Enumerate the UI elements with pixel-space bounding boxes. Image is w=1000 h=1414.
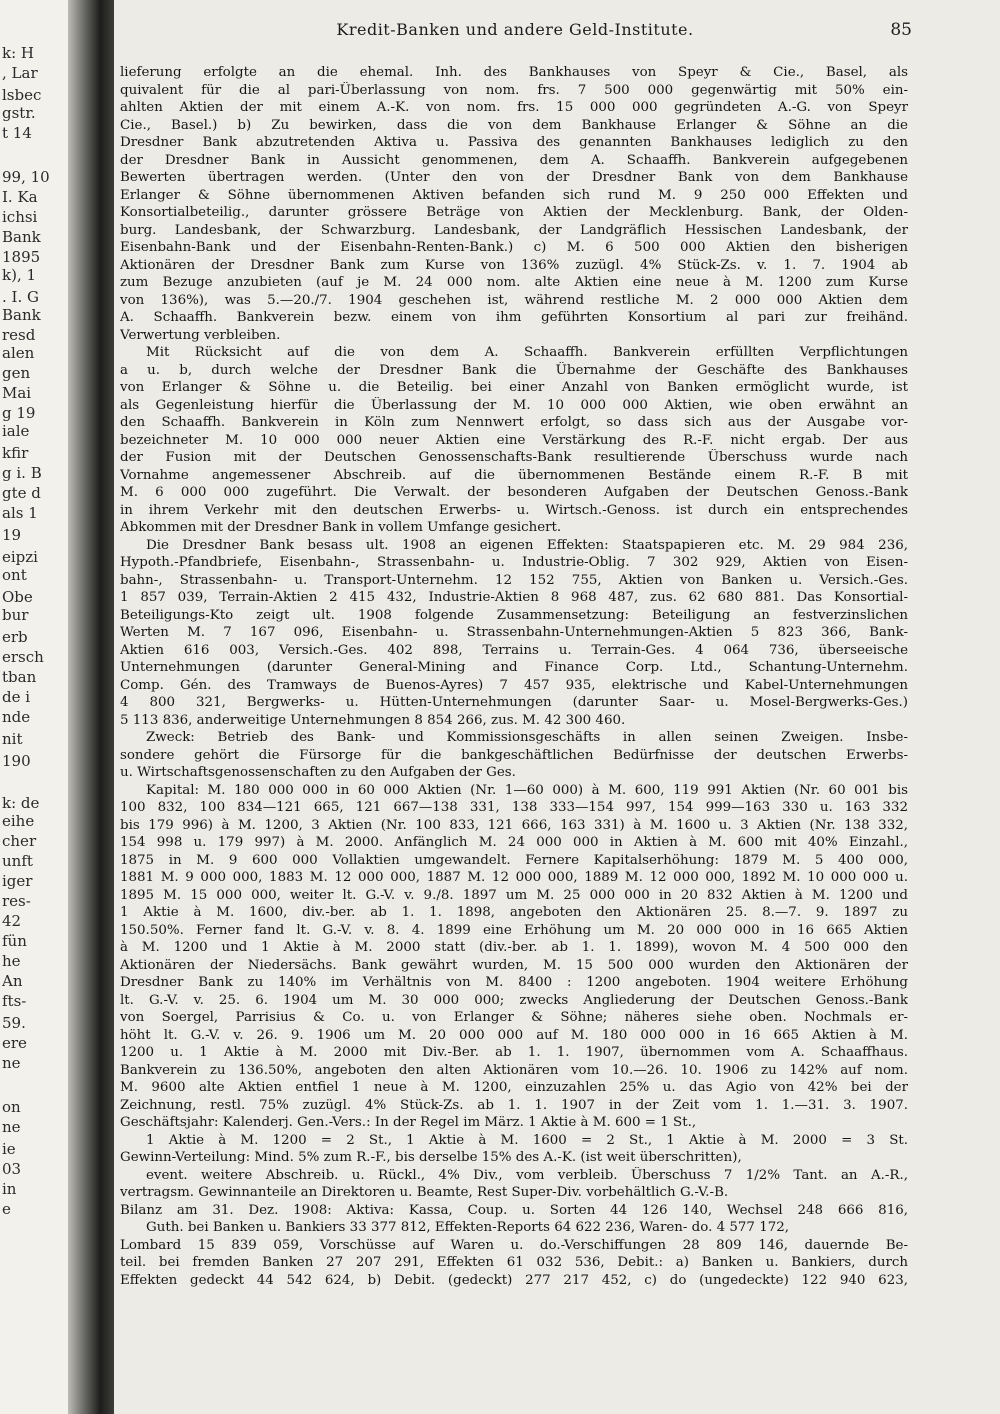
margin-fragment: gen <box>2 364 31 382</box>
margin-fragment: k: H <box>2 44 34 62</box>
text-line: Aktien 616 003, Versich.-Ges. 402 898, Terrains u. Terrain-Ges. 4 064 736, überseeische <box>120 642 908 658</box>
margin-fragment: kfir <box>2 444 29 462</box>
margin-fragment: 99, 10 <box>2 168 50 186</box>
text-line: sondere gehört die Fürsorge für die bankgeschäftlichen Bedürfnisse der deutschen Erwerbs- <box>120 747 908 763</box>
text-line: 1 Aktie à M. 1600, div.-ber. ab 1. 1. 1898, angeboten den Aktionären 25. 8.—7. 9. 1897 zu <box>120 905 908 920</box>
text-line: 100 832, 100 834—121 665, 121 667—138 331, 138 333—154 997, 154 999—163 330 u. 163 332 <box>120 800 908 815</box>
margin-fragment: Bank <box>2 306 41 324</box>
margin-fragment: ere <box>2 1034 27 1052</box>
margin-fragment: cher <box>2 832 37 850</box>
text-line: 1881 M. 9 000 000, 1883 M. 12 000 000, 1887 M. 12 000 000, 1889 M. 12 000 000, 1892 M. 10 000 000 u. <box>120 870 908 885</box>
text-line: burg. Landesbank, der Schwarzburg. Landesbank, der Landgräflich Hessischen Landesbank, der <box>120 222 908 238</box>
margin-fragment: ersch <box>2 648 44 666</box>
margin-fragment: ont <box>2 566 27 584</box>
running-header: Kredit-Banken und andere Geld-Institute. <box>336 20 694 39</box>
text-line: höht lt. G.-V. v. 26. 9. 1906 um M. 20 000 000 auf M. 180 000 000 in 16 665 Aktien à M. <box>120 1027 908 1043</box>
margin-fragment: 03 <box>2 1160 22 1178</box>
text-line: Zeichnung, restl. 75% zuzügl. 4% Stück-Zs. ab 1. 1. 1907 in der Zeit vom 1. 1.—31. 3. 1907. <box>120 1097 908 1113</box>
margin-fragment: Mai <box>2 384 32 402</box>
text-line: von 136%), was 5.—20./7. 1904 geschehen ist, während restliche M. 2 000 000 Aktien dem <box>120 292 908 308</box>
text-line: Geschäftsjahr: Kalenderj. Gen.-Vers.: In der Regel im März. 1 Aktie à M. 600 = 1 St., <box>120 1115 697 1130</box>
text-line: vertragsm. Gewinnanteile an Direktoren u. Beamte, Rest Super-Div. vorbehältlich G.-V.-B. <box>120 1185 729 1200</box>
margin-fragment: Obe <box>2 588 33 606</box>
text-line: 5 113 836, anderweitige Unternehmungen 8 854 266, zus. M. 42 300 460. <box>120 712 626 728</box>
text-line: Unternehmungen (darunter General-Mining and Finance Corp. Ltd., Schantung-Unternehm. <box>120 660 908 675</box>
margin-fragment: k: de <box>2 794 40 812</box>
text-line: Bewerten übertragen werden. (Unter den von der Dresdner Bank von dem Bankhause <box>120 170 908 185</box>
margin-fragment: , Lar <box>2 64 38 82</box>
margin-fragment: 59. <box>2 1014 26 1032</box>
margin-fragment: k), 1 <box>2 266 37 284</box>
margin-fragment: ne <box>2 1054 21 1072</box>
text-line: a u. b, durch welche der Dresdner Bank die Übernahme der Geschäfte des Bankhauses <box>120 362 908 378</box>
text-line: Dresdner Bank abzutretenden Aktiva u. Passiva des genannten Bankhauses lediglich zu den <box>120 135 908 150</box>
text-line: 1875 in M. 9 600 000 Vollaktien umgewandelt. Fernere Kapitalserhöhung: 1879 M. 5 400 000, <box>120 852 908 868</box>
margin-fragment: tban <box>2 668 37 686</box>
book-gutter <box>68 0 114 1414</box>
text-line: u. Wirtschaftsgenossenschaften zu den Aufgaben der Ges. <box>120 765 516 780</box>
margin-fragment: Bank <box>2 228 41 246</box>
text-line: 1895 M. 15 000 000, weiter lt. G.-V. v. 9./8. 1897 um M. 25 000 000 in 20 832 Aktien à M. 1200 und <box>120 887 908 903</box>
margin-fragment: fün <box>2 932 27 950</box>
text-line: M. 6 000 000 zugeführt. Die Verwalt. der besonderen Aufgaben der Deutschen Genoss.-Bank <box>120 485 908 500</box>
text-line: Comp. Gén. des Tramways de Buenos-Ayres) 7 457 935, elektrische und Kabel-Unternehmungen <box>120 677 908 693</box>
text-line: 4 800 321, Bergwerks- u. Hütten-Unternehmungen (darunter Saar- u. Mosel-Bergwerks-Ges.) <box>120 695 908 710</box>
text-line: den Schaaffh. Bankverein in Köln zum Nennwert erfolgt, so dass sich aus der Ausgabe vor- <box>120 415 908 430</box>
facing-page-fragment <box>0 0 72 1414</box>
text-line: lieferung erfolgte an die ehemal. Inh. des Bankhauses von Speyr & Cie., Basel, als <box>120 65 908 80</box>
text-line: Werten M. 7 167 096, Eisenbahn- u. Strassenbahn-Unternehmungen-Aktien 5 823 366, Bank- <box>120 625 908 640</box>
text-line: Erlanger & Söhne übernommenen Aktiven befanden sich rund M. 9 250 000 Effekten und <box>120 187 908 203</box>
text-line: Hypoth.-Pfandbriefe, Eisenbahn-, Strassenbahn- u. Industrie-Oblig. 7 302 929, Aktien von Eisen- <box>120 555 908 570</box>
text-line: zum Bezuge anzubieten (auf je M. 24 000 nom. alte Aktien eine neue à M. 1200 zum Kurse <box>120 275 908 290</box>
text-line: Dresdner Bank zu 140% im Verhältnis von M. 8400 : 1200 angeboten. 1904 weitere Erhöhung <box>120 975 908 990</box>
text-line: Gewinn-Verteilung: Mind. 5% zum R.-F., bis derselbe 15% des A.-K. (ist weit überschritten), <box>120 1150 742 1165</box>
margin-fragment: 1895 <box>2 248 41 266</box>
margin-fragment: fts- <box>2 992 27 1010</box>
margin-fragment: nde <box>2 708 31 726</box>
margin-fragment: eipzi <box>2 548 38 566</box>
body-text <box>120 64 908 1289</box>
text-line: Die Dresdner Bank besass ult. 1908 an eigenen Effekten: Staatspapieren etc. M. 29 984 236, <box>146 537 908 553</box>
margin-fragment: res- <box>2 892 31 910</box>
margin-fragment: g i. B <box>2 464 42 482</box>
text-line: ahlten Aktien der mit einem A.-K. von nom. frs. 15 000 000 gegründeten A.-G. von Speyr <box>120 100 908 115</box>
margin-fragment: 42 <box>2 912 22 930</box>
margin-fragment: gte d <box>2 484 41 502</box>
margin-fragment: bur <box>2 606 29 624</box>
text-line: Bilanz am 31. Dez. 1908: Aktiva: Kassa, Coup. u. Sorten 44 126 140, Wechsel 248 666 816, <box>120 1202 908 1218</box>
margin-fragment: lsbec <box>2 86 42 104</box>
text-line: Guth. bei Banken u. Bankiers 33 377 812, Effekten-Reports 64 622 236, Waren- do. 4 577 172, <box>146 1220 790 1235</box>
margin-fragment: ie <box>2 1140 16 1158</box>
text-line: A. Schaaffh. Bankverein bezw. einem von ihm geführten Konsortium al pari zur freihänd. <box>120 310 908 325</box>
text-line: der Fusion mit der Deutschen Genossenschafts-Bank resultierende Überschuss wurde nach <box>120 450 908 465</box>
margin-fragment: erb <box>2 628 28 646</box>
text-line: 150.50%. Ferner fand lt. G.-V. v. 8. 4. 1899 eine Erhöhung um M. 20 000 000 in 16 665 Aktien <box>120 922 908 938</box>
margin-fragment: on <box>2 1098 21 1116</box>
margin-fragment: g 19 <box>2 404 36 422</box>
text-line: lt. G.-V. v. 25. 6. 1904 um M. 30 000 000; zwecks Angliederung der Deutschen Genoss.-Bank <box>120 992 908 1008</box>
margin-fragment: ne <box>2 1118 21 1136</box>
text-line: der Dresdner Bank in Aussicht genommenen, dem A. Schaaffh. Bankverein aufgegebenen <box>120 152 908 168</box>
margin-fragment: resd <box>2 326 36 344</box>
text-line: Cie., Basel.) b) Zu bewirken, dass die von dem Bankhause Erlanger & Söhne an die <box>120 117 908 133</box>
text-line: Aktionären der Dresdner Bank zum Kurse von 136% zuzügl. 4% Stück-Zs. v. 1. 7. 1904 ab <box>120 257 908 273</box>
text-line: Effekten gedeckt 44 542 624, b) Debit. (gedeckt) 277 217 452, c) do (ungedeckte) 122 940 623, <box>120 1272 908 1288</box>
margin-fragment: An <box>2 972 23 990</box>
text-line: M. 9600 alte Aktien entfiel 1 neue à M. 1200, einzuzahlen 25% u. das Agio von 42% bei der <box>120 1080 908 1095</box>
text-line: von Soergel, Parrisius & Co. u. von Erlanger & Söhne; näheres siehe oben. Nochmals er- <box>120 1010 908 1025</box>
text-line: bis 179 996) à M. 1200, 3 Aktien (Nr. 100 833, 121 666, 163 331) à M. 1600 u. 3 Aktien (Nr. 138 332, <box>120 817 908 833</box>
margin-fragment: . I. G <box>2 288 39 306</box>
margin-fragment: als 1 <box>2 504 38 522</box>
text-line: Konsortialbeteilig., darunter grössere Beträge von Aktien der Mecklenburg. Bank, der Olden- <box>120 205 908 220</box>
text-line: Aktionären der Niedersächs. Bank gewährt wurden, M. 15 500 000 wurden den Aktionären der <box>120 957 908 973</box>
margin-fragment: iale <box>2 422 30 440</box>
text-line: 154 998 u. 179 997) à M. 2000. Anfänglich M. 24 000 000 in Aktien à M. 600 mit 40% Einzahl., <box>120 835 908 850</box>
margin-fragment: t 14 <box>2 124 32 142</box>
text-line: Mit Rücksicht auf die von dem A. Schaaffh. Bankverein erfüllten Verpflichtungen <box>146 345 908 360</box>
margin-fragment: he <box>2 952 21 970</box>
margin-fragment: 190 <box>2 752 31 770</box>
text-line: à M. 1200 und 1 Aktie à M. 2000 statt (div.-ber. ab 1. 1. 1899), wovon M. 4 500 000 den <box>120 940 908 955</box>
text-line: Kapital: M. 180 000 000 in 60 000 Aktien (Nr. 1—60 000) à M. 600, 119 991 Aktien (Nr. 60 001 bis <box>146 782 908 798</box>
margin-fragment: iger <box>2 872 33 890</box>
text-line: Eisenbahn-Bank und der Eisenbahn-Renten-Bank.) c) M. 6 500 000 Aktien den bisherigen <box>120 240 908 255</box>
margin-fragment: alen <box>2 344 35 362</box>
text-line: 1 Aktie à M. 1200 = 2 St., 1 Aktie à M. 1600 = 2 St., 1 Aktie à M. 2000 = 3 St. <box>146 1132 908 1148</box>
text-line: Zweck: Betrieb des Bank- und Kommissionsgeschäfts in allen seinen Zweigen. Insbe- <box>146 730 908 745</box>
text-line: in ihrem Verkehr mit den deutschen Erwerbs- u. Wirtsch.-Genoss. ist durch ein entsprechendes <box>120 502 908 518</box>
margin-fragment: 19 <box>2 526 22 544</box>
text-line: 1200 u. 1 Aktie à M. 2000 mit Div.-Ber. ab 1. 1. 1907, übernommen vom A. Schaaffhaus. <box>120 1045 908 1060</box>
page-number: 85 <box>890 20 912 40</box>
margin-fragment: unft <box>2 852 33 870</box>
margin-fragment: ichsi <box>2 208 38 226</box>
margin-fragment: gstr. <box>2 104 36 122</box>
text-line: Verwertung verbleiben. <box>120 327 281 343</box>
margin-fragment: in <box>2 1180 17 1198</box>
text-line: Beteiligungs-Kto zeigt ult. 1908 folgende Zusammensetzung: Beteiligung an festverzinslichen <box>120 607 908 623</box>
text-line: Lombard 15 839 059, Vorschüsse auf Waren u. do.-Verschiffungen 28 809 146, dauernde Be- <box>120 1237 908 1253</box>
margin-fragment: eihe <box>2 812 35 830</box>
text-line: Vornahme angemessener Abschreib. auf die übernommenen Bestände einem R.-F. B mit <box>120 467 908 483</box>
text-line: quivalent für die al pari-Überlassung von nom. frs. 7 500 000 gegenwärtig mit 50% ein- <box>120 82 908 98</box>
text-line: teil. bei fremden Banken 27 207 291, Effekten 61 032 536, Debit.: a) Banken u. Bankiers, durch <box>120 1255 908 1270</box>
text-line: Abkommen mit der Dresdner Bank in vollem Umfange gesichert. <box>120 520 562 535</box>
margin-fragment: nit <box>2 730 23 748</box>
text-line: 1 857 039, Terrain-Aktien 2 415 432, Industrie-Aktien 8 968 487, zus. 62 680 881. Das Konsortial- <box>120 590 908 605</box>
text-line: von Erlanger & Söhne u. die Beteilig. bei einer Anzahl von Banken ermöglicht wurde, ist <box>120 380 908 395</box>
text-line: event. weitere Abschreib. u. Rückl., 4% Div., vom verbleib. Überschuss 7 1/2% Tant. an A.-R., <box>146 1167 908 1183</box>
text-line: bahn-, Strassenbahn- u. Transport-Unternehm. 12 152 755, Aktien von Banken u. Versich.-Ges. <box>120 572 908 588</box>
margin-fragment: de i <box>2 688 31 706</box>
text-line: Bankverein zu 136.50%, angeboten den alten Aktionären vom 10.—26. 10. 1906 zu 142% auf nom. <box>120 1062 908 1078</box>
text-line: bezeichneter M. 10 000 000 neuer Aktien eine Verstärkung des R.-F. nicht ergab. Der aus <box>120 432 908 448</box>
margin-fragment: e <box>2 1200 11 1218</box>
text-line: als Gegenleistung hierfür die Überlassung der M. 10 000 000 Aktien, wie oben erwähnt an <box>120 397 908 413</box>
margin-fragment: I. Ka <box>2 188 38 206</box>
